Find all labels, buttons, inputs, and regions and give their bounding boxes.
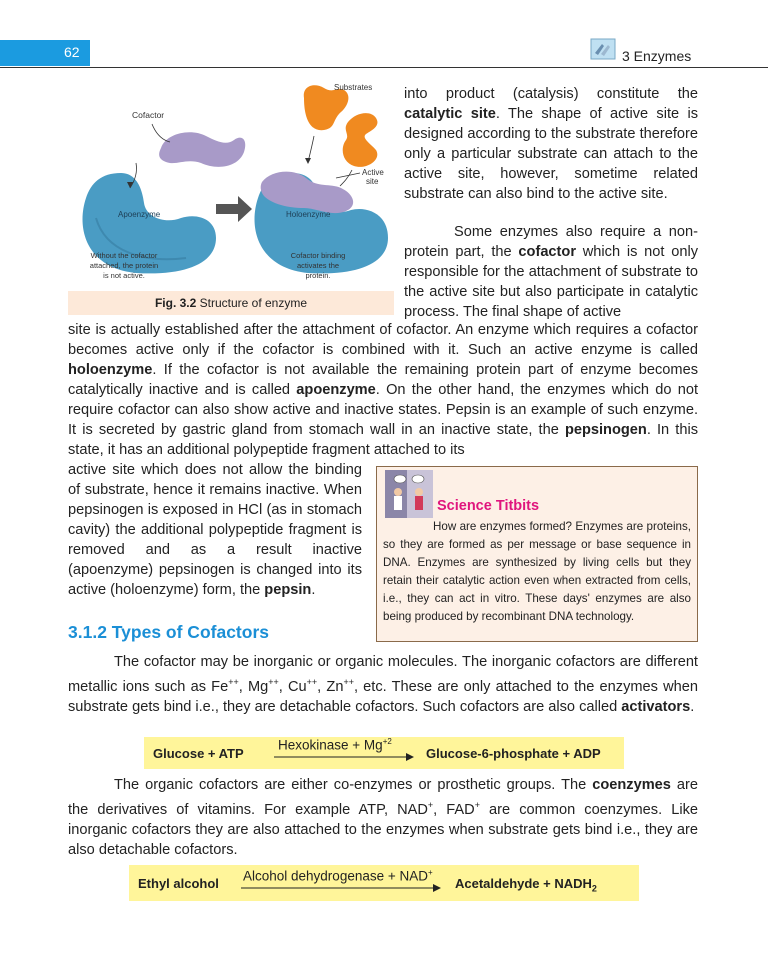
paragraph-cofactor-intro: Some enzymes also require a non-protein part, the cofactor which is not only responsible for the attachment of substrate to the active site but also participate in catalytic process. The final shape of active [404, 224, 698, 320]
enzyme-structure-figure [66, 78, 396, 318]
scientists-icon [385, 470, 433, 518]
reaction-arrow-icon [241, 884, 441, 892]
cofactor-shape [159, 132, 245, 167]
right-note-line-3: protein. [305, 271, 331, 280]
header-divider [0, 67, 768, 68]
titbit-body: How are enzymes formed? Enzymes are proteins, so they are formed as per message or base sequence in DNA. Enzymes are synthesized by living cells but they retain their catalytic action even when extracted from cells, i.e., they can act in vitro. These days' enzymes are also being produced by recombinant DNA technology. [383, 520, 691, 623]
left-note-line-3: is not active. [103, 271, 145, 280]
equation-catalyst: Hexokinase + $Mg^{+2}$ [278, 737, 392, 753]
equation-reactants: Glucose + ATP [153, 746, 244, 761]
equation-products: Acetaldehyde + $NADH_2$ [455, 876, 597, 894]
figure-caption-label: Fig. 3.2 [154, 296, 197, 310]
right-note-line-2: activates the [296, 261, 340, 270]
equation-hexokinase [144, 737, 624, 769]
reaction-arrow-icon [274, 753, 414, 761]
paragraph-pepsin: active site which does not allow the binding of substrate, hence it remains inactive. When pepsinogen is exposed in HCl (as in stomach cavity) the additional polypeptide fragment is removed and as a result inactive (apoenzyme) pepsinogen is changed into its active (holoenzyme) form, the pepsin. [68, 462, 362, 598]
equation-alcohol-dehydrogenase [129, 865, 639, 901]
active-site-label-2: site [366, 177, 379, 186]
equation-catalyst: Alcohol dehydrogenase + NAD+ [243, 868, 433, 884]
active-site-label: Active [362, 168, 384, 177]
apoenzyme-label: Apoenzyme [118, 210, 161, 219]
substrate-shape-2 [343, 113, 378, 167]
paragraph-organic-cofactors: The organic cofactors are either co-enzymes or prosthetic groups. The coenzymes are the derivatives of vitamins. For example ATP, NAD+, FAD+ are common coenzymes. Like inorganic cofactors they are also attached to the enzymes when substrate gets bind i.e., they are also detachable cofactors. [68, 777, 698, 858]
page-number: 62 [64, 44, 80, 60]
left-note-line-1: Without the cofactor [90, 251, 158, 260]
paragraph-holoenzyme: site is actually established after the attachment of cofactor. An enzyme which requires a cofactor becomes active only if the cofactor is combined with it. Such an active enzyme is called holoenzyme. If the cofactor is not available the remaining protein part of enzyme becomes catalytically inactive and is called apoenzyme. On the other hand, the enzymes which do not require cofactor can also show active and inactive states. Pepsin is an example of such enzyme. It is secreted by gastric gland from stomach wall in an inactive state, the pepsinogen. In this state, it has an additional polypeptide fragment attached to its [68, 322, 699, 458]
figure-caption-text: Structure of enzyme [196, 296, 308, 310]
section-heading: 3.1.2 Types of Cofactors [68, 622, 269, 642]
transition-arrow [216, 196, 252, 222]
right-note-line-1: Cofactor binding [290, 251, 346, 260]
figure-caption [68, 291, 394, 315]
substrates-label: Substrates [334, 83, 373, 92]
paragraph-inorganic-cofactors: The cofactor may be inorganic or organic molecules. The inorganic cofactors are different metallic ions such as Fe++, Mg++, Cu++, Zn++, etc. These are only attached to the enzymes when substrate gets bind i.e., they are detachable cofactors. Such cofactors are also called activators. [68, 654, 699, 715]
chapter-title: 3 Enzymes [622, 48, 692, 64]
equation-reactants: Ethyl alcohol [138, 876, 219, 891]
cofactor-label: Cofactor [132, 110, 165, 120]
science-titbits-box [376, 466, 698, 642]
equation-products: Glucose-6-phosphate + ADP [426, 746, 601, 761]
book-icon [590, 38, 616, 60]
paragraph-catalytic-site: into product (catalysis) constitute the catalytic site. The shape of active site is designed according to the substrate therefore only a particular substrate can attach to the active site, however, sometime related substrate can also bind to the active site. [404, 86, 698, 202]
left-note-line-2: attached, the protein [89, 261, 159, 270]
titbit-title: Science Titbits [437, 498, 540, 514]
holoenzyme-label: Holoenzyme [286, 210, 331, 219]
